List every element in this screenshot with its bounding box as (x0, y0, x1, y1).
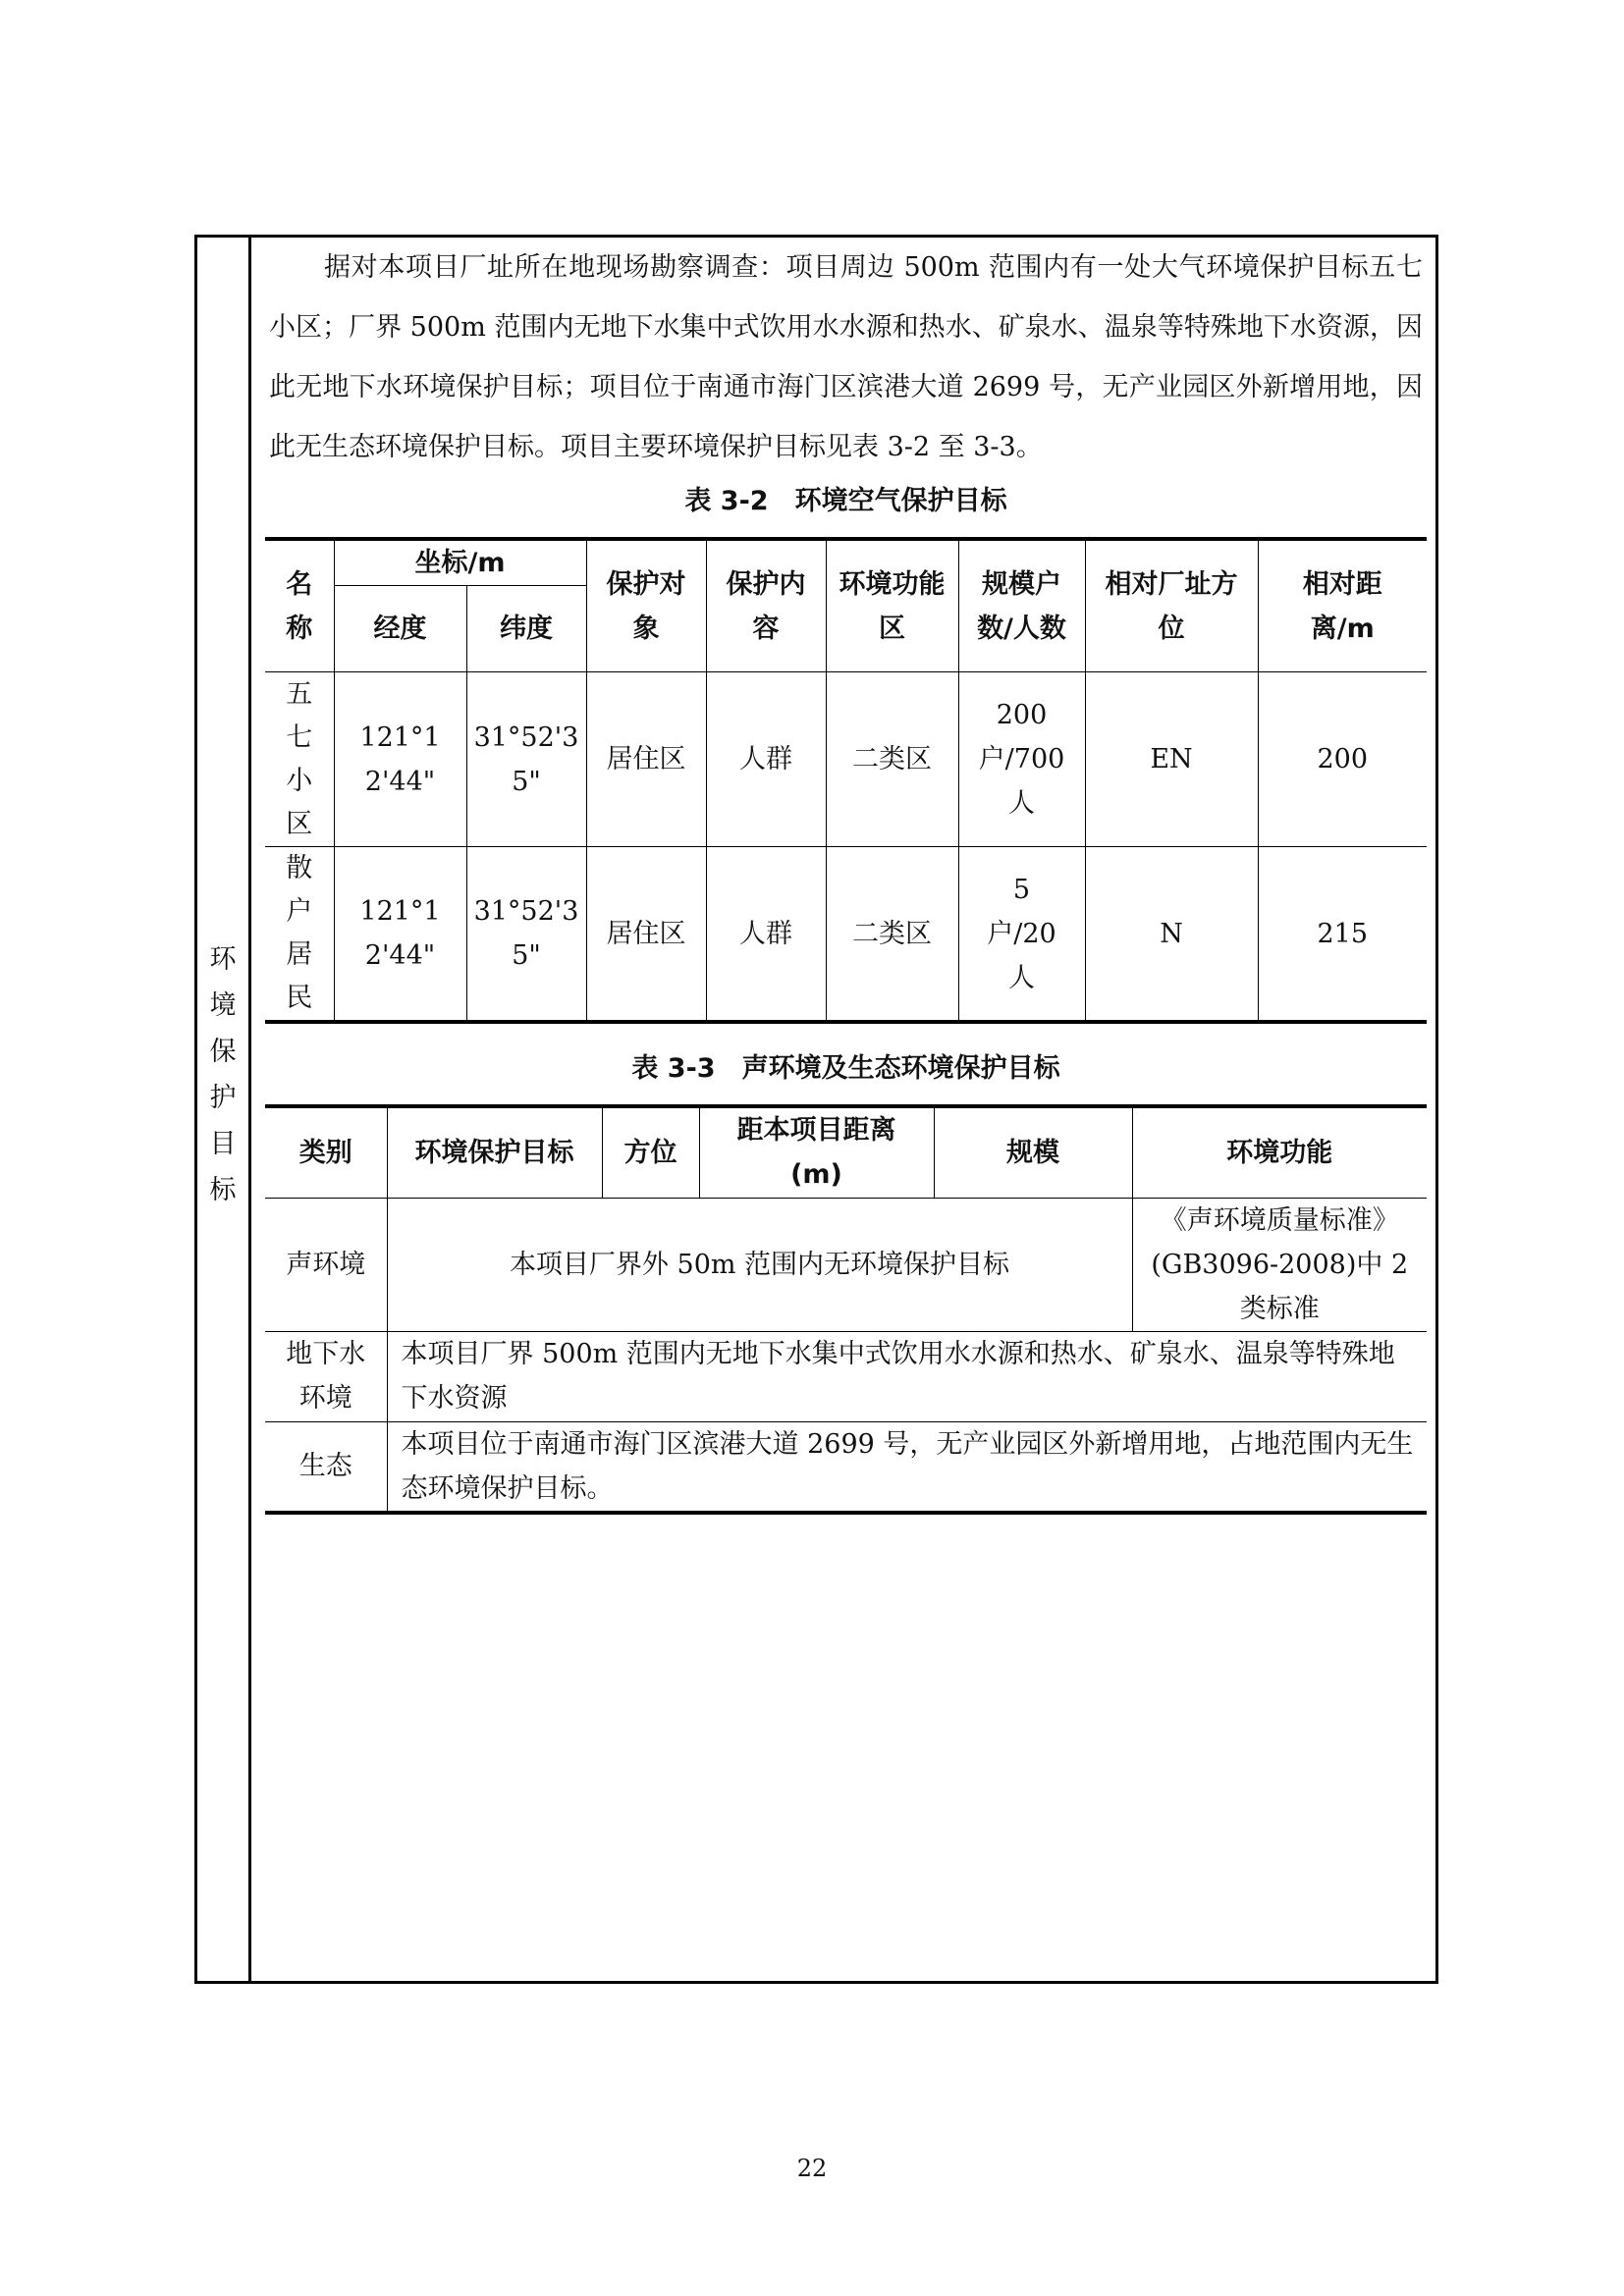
row-name (265, 672, 334, 847)
header-direction: 方位 (602, 1106, 699, 1198)
name-char: 区 (286, 808, 313, 839)
row-lat: 31°52'35" (466, 847, 586, 1023)
header-target: 环境保护目标 (387, 1106, 602, 1198)
name-char: 民 (286, 983, 313, 1013)
header-coord: 坐标/m (334, 539, 586, 586)
table-3-3-caption: 表 3-3 声环境及生态环境保护目标 (631, 1053, 1060, 1084)
row-object: 居住区 (586, 672, 706, 847)
row-direction: N (1085, 847, 1258, 1023)
name-char: 居 (286, 939, 313, 970)
section-label-char: 保 (209, 1037, 237, 1067)
header-content: 保护内容 (706, 539, 826, 672)
row-scale: 200 户/700 人 (958, 672, 1085, 847)
section-label-column (197, 238, 251, 1981)
air-protection-table (265, 537, 1427, 1024)
ecology-category: 生态 (265, 1421, 387, 1513)
row-name (265, 847, 334, 1023)
header-scale: 规模 (934, 1106, 1132, 1198)
row-distance: 215 (1258, 847, 1427, 1023)
row-zone: 二类区 (826, 847, 958, 1023)
name-char: 七 (286, 721, 313, 753)
section-label (197, 936, 248, 1213)
page-frame (194, 235, 1438, 1984)
section-label-char: 目 (209, 1129, 237, 1159)
header-name: 名称 (265, 539, 334, 672)
row-content: 人群 (706, 847, 826, 1023)
noise-ecology-table (265, 1104, 1427, 1515)
header-lat: 纬度 (466, 586, 586, 672)
name-char: 五 (286, 678, 313, 710)
noise-category: 声环境 (265, 1198, 387, 1331)
row-distance: 200 (1258, 672, 1427, 847)
header-category: 类别 (265, 1106, 387, 1198)
row-object: 居住区 (586, 847, 706, 1023)
header-distance: 距本项目距离(m) (699, 1106, 934, 1198)
section-label-char: 环 (209, 944, 237, 975)
header-scale: 规模户数/人数 (958, 539, 1085, 672)
name-char: 户 (286, 896, 313, 927)
header-direction: 相对厂址方位 (1085, 539, 1258, 672)
name-char: 小 (286, 765, 313, 796)
noise-function: 《声环境质量标准》(GB3096-2008)中 2 类标准 (1132, 1198, 1427, 1331)
row-lon: 121°12'44" (334, 847, 466, 1023)
noise-text: 本项目厂界外 50m 范围内无环境保护目标 (387, 1198, 1132, 1331)
row-lat: 31°52'35" (466, 672, 586, 847)
table-3-2-caption: 表 3-2 环境空气保护目标 (684, 486, 1007, 516)
row-direction: EN (1085, 672, 1258, 847)
header-zone: 环境功能区 (826, 539, 958, 672)
groundwater-category: 地下水环境 (265, 1331, 387, 1421)
row-lon: 121°12'44" (334, 672, 466, 847)
section-label-char: 护 (209, 1083, 237, 1113)
intro-paragraph (269, 238, 1423, 477)
section-label-char: 境 (209, 990, 237, 1021)
row-content: 人群 (706, 672, 826, 847)
ecology-text: 本项目位于南通市海门区滨港大道 2699 号，无产业园区外新增用地，占地范围内无生态环境保护目标。 (387, 1421, 1427, 1513)
header-object: 保护对象 (586, 539, 706, 672)
page-number: 22 (796, 2155, 828, 2182)
row-zone: 二类区 (826, 672, 958, 847)
section-label-char: 标 (209, 1175, 237, 1205)
groundwater-text: 本项目厂界 500m 范围内无地下水集中式饮用水水源和热水、矿泉水、温泉等特殊地下水资源 (387, 1331, 1427, 1421)
header-distance: 相对距离/m (1258, 539, 1427, 672)
header-lon: 经度 (334, 586, 466, 672)
intro-text: 据对本项目厂址所在地现场勘察调查：项目周边 500m 范围内有一处大气环境保护目标五七小区；厂界 500m 范围内无地下水集中式饮用水水源和热水、矿泉水、温泉等特殊地下水资源，因此无地下水环境保护目标；项目位于南通市海门区滨港大道 2699 号，无产业园区外新增用地，因此无生态环境保护目标。项目主要环境保护目标见表 3-2 至 3-3。 (269, 252, 1423, 462)
name-char: 散 (286, 853, 313, 883)
row-scale: 5 户/20 人 (958, 847, 1085, 1023)
header-function: 环境功能 (1132, 1106, 1427, 1198)
